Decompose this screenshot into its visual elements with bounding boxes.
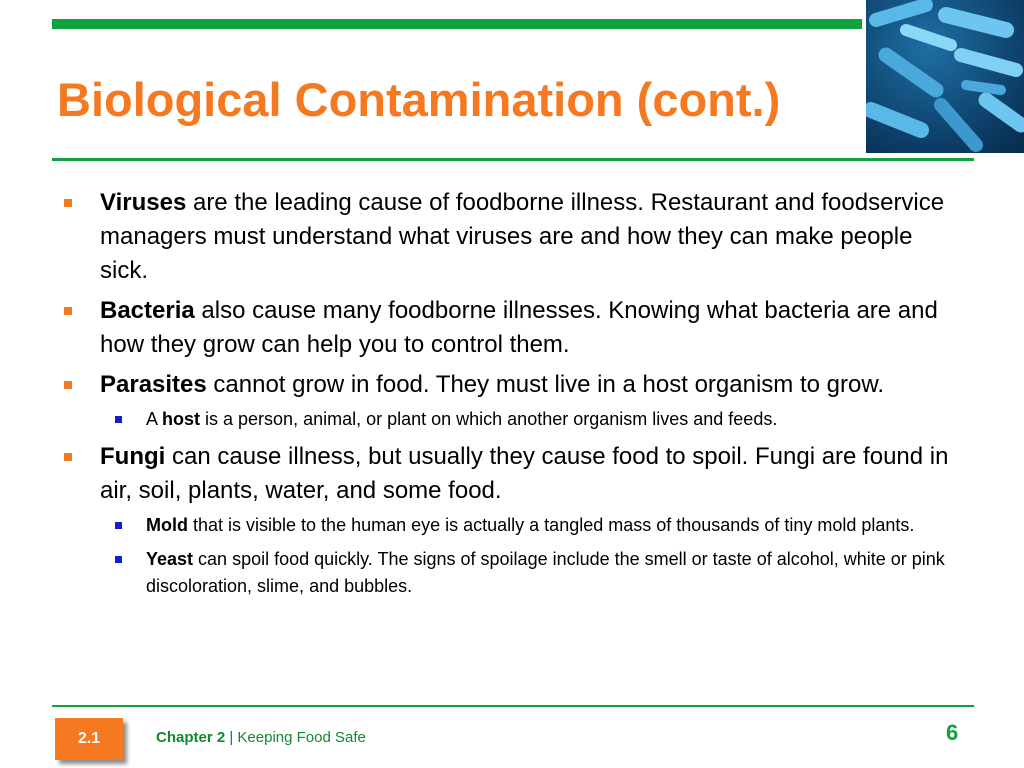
footer-chapter (156, 729, 366, 746)
bullet-text: can spoil food quickly. The signs of spoilage include the smell or taste of alcohol, white or pink discoloration, slime, and bubbles. (146, 549, 945, 596)
bullet-term: Fungi (100, 443, 166, 470)
bullet-text: is a person, animal, or plant on which another organism lives and feeds. (200, 409, 778, 429)
bullet-text: can cause illness, but usually they cause food to spoil. Fungi are found in air, soil, plants, water, and some food. (100, 443, 949, 504)
bullet-square-icon (64, 199, 72, 207)
chapter-label: Chapter 2 (156, 729, 226, 746)
bullet-text: that is visible to the human eye is actually a tangled mass of thousands of tiny mold plants. (188, 515, 915, 535)
sub-bullet-square-icon (115, 416, 122, 423)
sub-bullet-square-icon (115, 556, 122, 563)
bullet-fungi (60, 440, 960, 508)
sub-bullet-square-icon (115, 522, 122, 529)
bullet-text: are the leading cause of foodborne illness. Restaurant and foodservice managers must understand what viruses are and how they can make people sick. (100, 189, 945, 284)
bullet-viruses (60, 186, 960, 288)
bullet-square-icon (64, 381, 72, 389)
bullet-text: cannot grow in food. They must live in a host organism to grow. (206, 371, 884, 398)
footer-separator: | (225, 729, 238, 746)
bullet-square-icon (64, 307, 72, 315)
bullet-term: Parasites (100, 371, 207, 398)
bacteria-micrograph-icon (866, 0, 1024, 153)
bullet-term: Bacteria (100, 297, 195, 324)
bullet-parasites (60, 368, 960, 402)
bullet-prefix: A (146, 409, 163, 429)
sub-bullet-yeast (60, 546, 960, 600)
footer-divider (52, 705, 974, 707)
top-accent-bar (52, 19, 862, 29)
title-divider (52, 158, 974, 161)
chapter-title: Keeping Food Safe (237, 729, 366, 746)
bullet-bacteria (60, 294, 960, 362)
bullet-term: Mold (146, 515, 188, 535)
bullet-term: host (162, 409, 201, 429)
section-badge: 2.1 (55, 718, 123, 760)
sub-bullet-mold (60, 512, 960, 539)
sub-bullet-host (60, 406, 960, 433)
bullet-term: Yeast (146, 549, 194, 569)
slide-title: Biological Contamination (cont.) (57, 73, 781, 126)
page-number: 6 (946, 720, 959, 745)
bullet-square-icon (64, 453, 72, 461)
bullet-text: also cause many foodborne illnesses. Knowing what bacteria are and how they grow can help you to control them. (100, 297, 938, 358)
bullet-list (60, 186, 960, 607)
bullet-term: Viruses (100, 189, 187, 216)
